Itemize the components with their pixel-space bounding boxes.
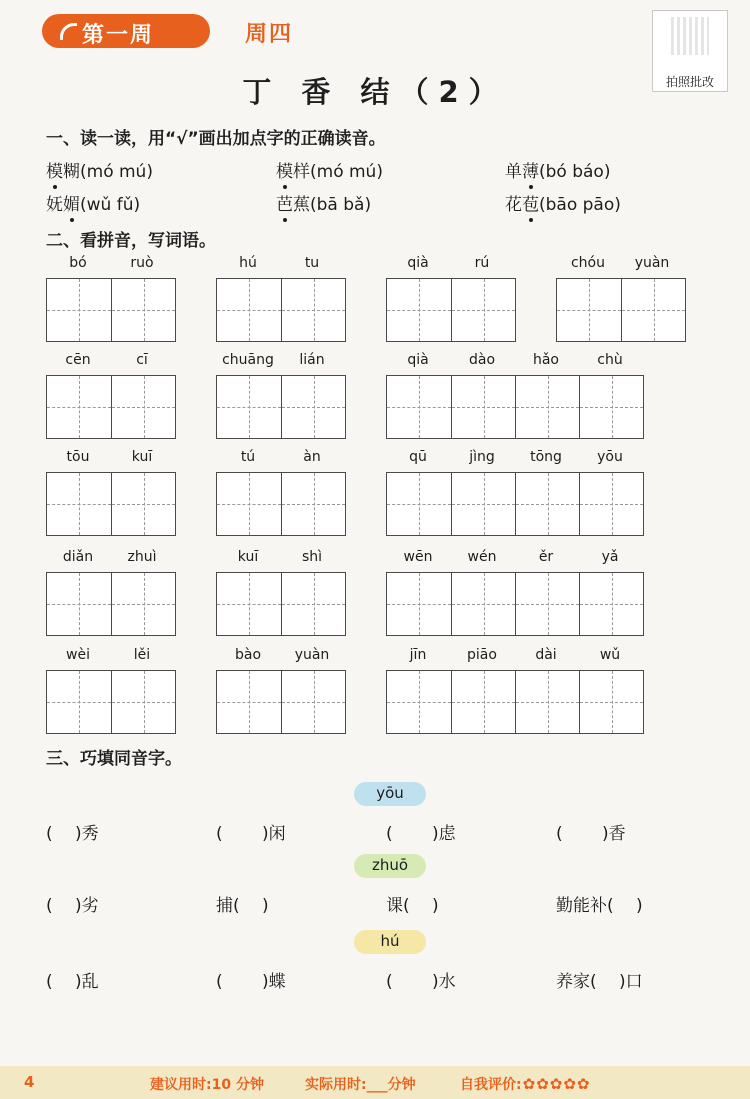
pinyin-label: wèi [66, 647, 90, 663]
dotted-char: 薄 [522, 157, 539, 182]
pinyin-label: kuī [131, 449, 153, 465]
homophone-blank[interactable]: ( )劣 [46, 896, 99, 916]
pinyin-label: hú [239, 255, 257, 271]
pinyin-label: qū [409, 449, 427, 465]
pinyin-label: kuī [237, 549, 259, 565]
dotted-char: 芭 [276, 190, 293, 215]
pinyin-label: tú [240, 449, 256, 465]
pinyin-label: qià [407, 255, 429, 271]
section2-heading: 二、看拼音，写词语。 [46, 231, 216, 251]
self-eval-label: 自我评价: [460, 1077, 522, 1093]
reading-options[interactable]: 蕉(bā bǎ) [293, 195, 372, 215]
pinyin-label: wēn [403, 549, 433, 565]
grid-cell[interactable] [515, 376, 579, 438]
grid-cell[interactable] [47, 671, 111, 733]
character-grid[interactable] [386, 278, 516, 342]
page-title: 丁 香 结（2） [242, 75, 508, 109]
grid-cell[interactable] [387, 279, 451, 341]
pinyin-label: lián [299, 352, 325, 368]
reading-options[interactable]: 样(mó mú) [293, 162, 383, 182]
pinyin-label: wén [467, 549, 497, 565]
reading-prefix: 单 [505, 162, 522, 182]
pinyin-label: chuāng [222, 352, 274, 368]
homophone-blank[interactable]: ( )闲 [216, 824, 286, 844]
pinyin-label: ěr [538, 549, 554, 565]
grid-cell[interactable] [281, 376, 345, 438]
star-icon[interactable]: ✿ [563, 1075, 576, 1093]
reading-options[interactable]: (bāo pāo) [539, 195, 621, 215]
reading-options[interactable]: (wǔ fǔ) [80, 195, 141, 215]
character-grid[interactable] [386, 375, 644, 439]
character-grid[interactable] [46, 375, 176, 439]
character-grid[interactable] [46, 278, 176, 342]
pinyin-label: jìng [469, 449, 495, 465]
reading-item[interactable] [505, 157, 610, 182]
pinyin-label: dài [535, 647, 557, 663]
grid-cell[interactable] [47, 376, 111, 438]
homophone-pinyin: yōu [354, 782, 426, 806]
grid-cell[interactable] [217, 279, 281, 341]
pinyin-label: lěi [133, 647, 151, 663]
grid-cell[interactable] [579, 376, 643, 438]
star-rating[interactable] [522, 1077, 590, 1093]
pinyin-label: piāo [467, 647, 497, 663]
homophone-blank[interactable]: ( )香 [556, 824, 626, 844]
pinyin-label: bào [234, 647, 262, 663]
reading-options[interactable]: (bó báo) [539, 162, 611, 182]
grid-cell[interactable] [111, 376, 175, 438]
pinyin-label: rú [474, 255, 490, 271]
character-grid[interactable] [216, 670, 346, 734]
dotted-char: 模 [46, 157, 63, 182]
grid-cell[interactable] [281, 279, 345, 341]
homophone-pinyin: hú [354, 930, 426, 954]
grid-cell[interactable] [281, 573, 345, 635]
pinyin-label: yuàn [294, 647, 330, 663]
grid-cell[interactable] [217, 671, 281, 733]
grid-cell[interactable] [281, 473, 345, 535]
section3-heading: 三、巧填同音字。 [46, 749, 182, 769]
star-icon[interactable]: ✿ [576, 1075, 590, 1093]
grid-cell[interactable] [387, 473, 451, 535]
homophone-blank[interactable]: ( )秀 [46, 824, 99, 844]
pinyin-label: hǎo [532, 352, 560, 368]
grid-cell[interactable] [451, 573, 515, 635]
pinyin-label: tōu [66, 449, 90, 465]
pinyin-label: tōng [530, 449, 562, 465]
character-grid[interactable] [386, 572, 644, 636]
grid-cell[interactable] [217, 376, 281, 438]
pinyin-label: ruò [130, 255, 154, 271]
grid-cell[interactable] [579, 671, 643, 733]
homophone-pinyin: zhuō [354, 854, 426, 878]
character-grid[interactable] [216, 572, 346, 636]
grid-cell[interactable] [579, 573, 643, 635]
character-grid[interactable] [46, 572, 176, 636]
homophone-blank[interactable]: 课( ) [386, 896, 439, 916]
pinyin-label: yuàn [634, 255, 670, 271]
reading-options[interactable]: 糊(mó mú) [63, 162, 153, 182]
reading-item[interactable] [46, 190, 140, 215]
footer [0, 1066, 750, 1099]
character-grid[interactable] [216, 375, 346, 439]
grid-cell[interactable] [111, 279, 175, 341]
character-grid[interactable] [46, 670, 176, 734]
character-grid[interactable] [216, 278, 346, 342]
grid-cell[interactable] [451, 279, 515, 341]
pinyin-label: wǔ [599, 647, 621, 663]
star-icon[interactable]: ✿ [522, 1075, 536, 1093]
character-grid[interactable] [46, 472, 176, 536]
grid-cell[interactable] [387, 376, 451, 438]
grid-cell[interactable] [47, 473, 111, 535]
actual-time: 实际用时:___分钟 [305, 1077, 416, 1093]
grid-cell[interactable] [451, 671, 515, 733]
pinyin-label: bó [69, 255, 87, 271]
pinyin-label: chóu [570, 255, 605, 271]
qr-code-icon [671, 17, 709, 55]
day-label: 周四 [245, 22, 294, 47]
dotted-char: 媚 [63, 190, 80, 215]
reading-item[interactable] [505, 190, 621, 215]
grid-cell[interactable] [451, 473, 515, 535]
grid-cell[interactable] [111, 573, 175, 635]
homophone-blank[interactable]: ( )蝶 [216, 972, 286, 992]
pinyin-label: cēn [65, 352, 91, 368]
pinyin-label: qià [407, 352, 429, 368]
dotted-char: 苞 [522, 190, 539, 215]
grid-cell[interactable] [515, 573, 579, 635]
grid-cell[interactable] [111, 473, 175, 535]
grid-cell[interactable] [515, 473, 579, 535]
star-icon[interactable]: ✿ [549, 1075, 563, 1093]
character-grid[interactable] [386, 670, 644, 734]
grid-cell[interactable] [47, 279, 111, 341]
pinyin-label: àn [303, 449, 321, 465]
pinyin-label: chù [597, 352, 623, 368]
pinyin-label: yōu [597, 449, 623, 465]
reading-prefix: 妩 [46, 195, 63, 215]
self-eval [460, 1074, 590, 1094]
section1-heading: 一、读一读，用“√”画出加点字的正确读音。 [46, 129, 386, 149]
character-grid[interactable] [386, 472, 644, 536]
suggested-time: 建议用时:10 分钟 [150, 1077, 264, 1093]
pinyin-label: shì [301, 549, 323, 565]
grid-cell[interactable] [387, 573, 451, 635]
pinyin-label: dào [468, 352, 496, 368]
homophone-blank[interactable]: 养家( )口 [556, 972, 643, 992]
grid-cell[interactable] [217, 473, 281, 535]
scan-label: 拍照批改 [665, 75, 714, 89]
pinyin-label: zhuì [127, 549, 157, 565]
pinyin-label: yǎ [601, 549, 619, 565]
grid-cell[interactable] [111, 671, 175, 733]
reading-item[interactable] [276, 190, 371, 215]
grid-cell[interactable] [281, 671, 345, 733]
pinyin-label: cī [136, 352, 148, 368]
homophone-blank[interactable]: 勤能补( ) [556, 896, 643, 916]
grid-cell[interactable] [621, 279, 685, 341]
grid-cell[interactable] [579, 473, 643, 535]
dotted-char: 模 [276, 157, 293, 182]
homophone-blank[interactable]: ( )虑 [386, 824, 456, 844]
grid-cell[interactable] [387, 671, 451, 733]
grid-cell[interactable] [217, 573, 281, 635]
grid-cell[interactable] [515, 671, 579, 733]
character-grid[interactable] [216, 472, 346, 536]
grid-cell[interactable] [47, 573, 111, 635]
reading-prefix: 花 [505, 195, 522, 215]
pinyin-label: jīn [409, 647, 427, 663]
page-number: 4 [24, 1073, 35, 1091]
pinyin-label: tu [304, 255, 320, 271]
grid-cell[interactable] [451, 376, 515, 438]
homophone-blank[interactable]: ( )水 [386, 972, 456, 992]
week-label: 第一周 [82, 23, 155, 48]
reading-item[interactable] [276, 157, 383, 182]
curl-icon [60, 23, 77, 40]
grid-cell[interactable] [557, 279, 621, 341]
week-badge [42, 14, 210, 48]
homophone-blank[interactable]: 捕( ) [216, 896, 269, 916]
star-icon[interactable]: ✿ [536, 1075, 549, 1093]
pinyin-label: diǎn [62, 549, 94, 565]
character-grid[interactable] [556, 278, 686, 342]
reading-item[interactable] [46, 157, 153, 182]
homophone-blank[interactable]: ( )乱 [46, 972, 99, 992]
